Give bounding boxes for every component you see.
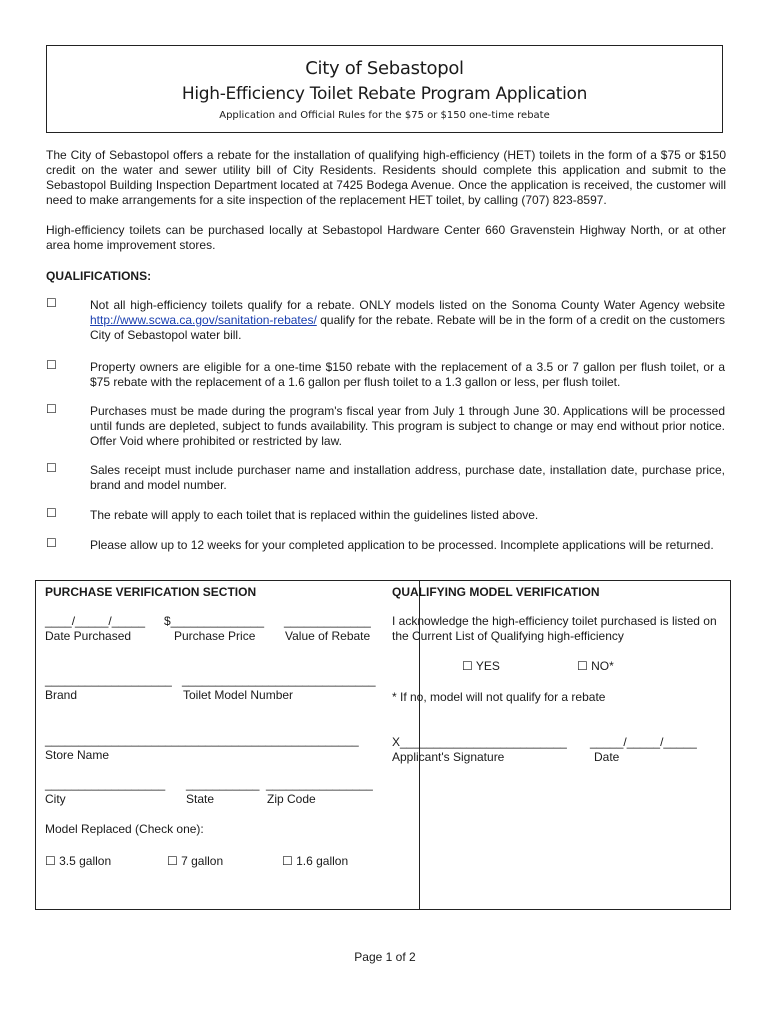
- checkbox-icon[interactable]: ☐: [46, 402, 57, 416]
- signature-field[interactable]: X_________________________: [392, 735, 567, 749]
- option-label: 7 gallon: [181, 854, 224, 868]
- program-title: High-Efficiency Toilet Rebate Program Application: [181, 84, 588, 104]
- program-subtitle: Application and Official Rules for the $75 or $150 one-time rebate: [219, 110, 550, 121]
- qualification-item-3: Purchases must be made during the program's fiscal year from July 1 through June 30. Applications will be processed until funds are depleted, subject to funds availability. This program is subject to change or may end without prior notice. Offer Void where prohibited or restricted by law.: [90, 404, 725, 448]
- acknowledgement-text: I acknowledge the high-efficiency toilet purchased is listed on the Current List of Qualifying high-efficiency: [392, 614, 717, 643]
- yes-option[interactable]: [462, 659, 500, 673]
- scwa-rebates-link[interactable]: http://www.scwa.ca.gov/sanitation-rebates/: [90, 313, 317, 327]
- zip-code-label: Zip Code: [267, 792, 316, 806]
- qualification-item-1: [90, 298, 725, 343]
- checkbox-icon[interactable]: ☐: [45, 854, 56, 868]
- title-box: [46, 45, 723, 133]
- not-qualified-note: * If no, model will not qualify for a rebate: [392, 690, 606, 704]
- city-field[interactable]: __________________: [45, 777, 166, 791]
- option-1-6-gallon[interactable]: [282, 854, 348, 868]
- option-label: 1.6 gallon: [296, 854, 349, 868]
- signature-date-label: Date: [594, 750, 620, 764]
- intro-paragraph-2: High-efficiency toilets can be purchased locally at Sebastopol Hardware Center 660 Gravenstein Highway North, or at other area home improvement stores.: [46, 223, 726, 252]
- intro-paragraph-1: The City of Sebastopol offers a rebate for the installation of qualifying high-efficiency (HET) toilets in the form of a $75 or $150 credit on the water and sewer utility bill of City Residents. Residents should complete this application and submit to the Sebastopol Building Inspection Department located at 7425 Bodega Avenue. Once the application is received, the customer will need to make arrangements for a site inspection of the replacement HET toilet, by calling (707) 823-8597.: [46, 148, 726, 207]
- city-label: City: [45, 792, 66, 806]
- qualifying-model-heading: QUALIFYING MODEL VERIFICATION: [392, 585, 600, 599]
- purchase-price-field[interactable]: $______________: [164, 614, 265, 628]
- purchase-verification-heading: PURCHASE VERIFICATION SECTION: [45, 585, 257, 599]
- state-label: State: [186, 792, 215, 806]
- qualifications-heading: QUALIFICATIONS:: [46, 269, 152, 283]
- toilet-model-field[interactable]: _____________________________: [182, 673, 376, 687]
- checkbox-icon[interactable]: ☐: [167, 854, 178, 868]
- no-option[interactable]: [577, 659, 614, 673]
- qualification-item-4: Sales receipt must include purchaser name and installation address, purchase date, installation date, purchase price, brand and model number.: [90, 463, 725, 492]
- checkbox-icon[interactable]: ☐: [46, 506, 57, 520]
- date-purchased-label: Date Purchased: [45, 629, 132, 643]
- checkbox-icon[interactable]: ☐: [282, 854, 293, 868]
- qualification-item-6: Please allow up to 12 weeks for your completed application to be processed. Incomplete applications will be returned.: [90, 538, 714, 552]
- toilet-model-label: Toilet Model Number: [183, 688, 294, 702]
- brand-field[interactable]: ___________________: [45, 673, 172, 687]
- signature-label: Applicant's Signature: [392, 750, 505, 764]
- checkbox-icon[interactable]: ☐: [46, 536, 57, 550]
- checkbox-icon[interactable]: ☐: [46, 358, 57, 372]
- no-label: NO*: [591, 659, 614, 673]
- purchase-price-label: Purchase Price: [174, 629, 256, 643]
- brand-label: Brand: [45, 688, 78, 702]
- zip-code-field[interactable]: ________________: [266, 777, 373, 791]
- qualification-item-5: The rebate will apply to each toilet that is replaced within the guidelines listed above.: [90, 508, 539, 522]
- date-purchased-field[interactable]: ____/_____/_____: [45, 614, 146, 628]
- verification-table: [35, 580, 731, 910]
- city-title: City of Sebastopol: [305, 58, 464, 79]
- checkbox-icon[interactable]: ☐: [46, 461, 57, 475]
- signature-date-field[interactable]: _____/_____/_____: [590, 735, 697, 749]
- checkbox-icon[interactable]: ☐: [577, 659, 588, 673]
- state-field[interactable]: ___________: [186, 777, 260, 791]
- page-number: Page 1 of 2: [354, 950, 416, 964]
- rebate-value-field[interactable]: _____________: [284, 614, 371, 628]
- checkbox-icon[interactable]: ☐: [46, 296, 57, 310]
- option-3-5-gallon[interactable]: [45, 854, 111, 868]
- store-name-field[interactable]: _______________________________________________: [45, 733, 359, 747]
- checkbox-icon[interactable]: ☐: [462, 659, 473, 673]
- option-label: 3.5 gallon: [59, 854, 112, 868]
- model-replaced-label: Model Replaced (Check one):: [45, 822, 204, 836]
- qualification-text: qualify for the rebate. Rebate will be in the form of a credit on the customers City of Sebastopol water bill.: [90, 313, 725, 342]
- store-name-label: Store Name: [45, 748, 110, 762]
- qualification-item-2: Property owners are eligible for a one-time $150 rebate with the replacement of a 3.5 or 7 gallon per flush toilet, or a $75 rebate with the replacement of a 1.6 gallon per flush toilet to a 1.3 gallon or less, per flush toilet.: [90, 360, 725, 389]
- qualification-text: Not all high-efficiency toilets qualify for a rebate. ONLY models listed on the Sonoma County Water Agency website: [90, 298, 725, 312]
- yes-label: YES: [475, 659, 500, 673]
- rebate-value-label: Value of Rebate: [285, 629, 371, 643]
- option-7-gallon[interactable]: [167, 854, 223, 868]
